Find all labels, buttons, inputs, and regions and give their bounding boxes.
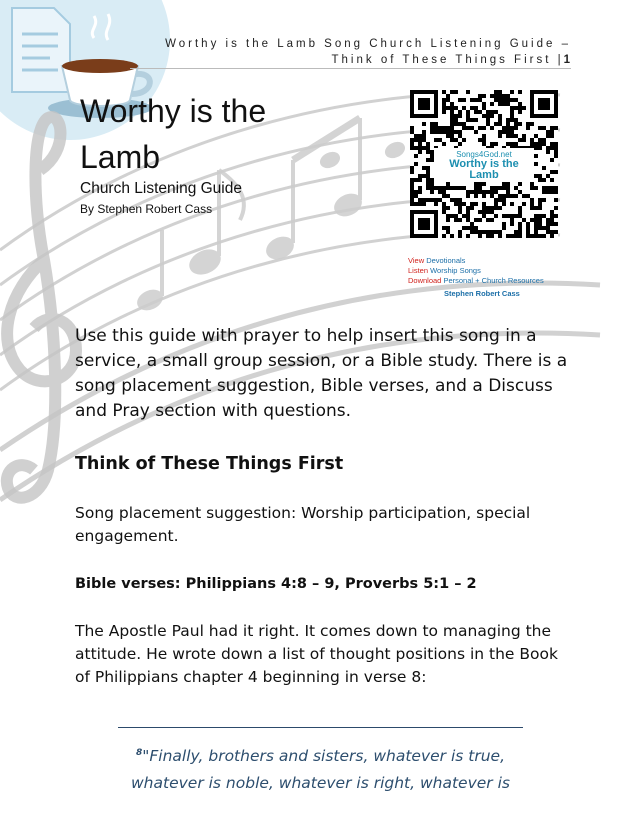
header-line-2	[165, 52, 571, 68]
links-byline: Stephen Robert Cass	[444, 289, 520, 298]
link-devotionals[interactable]: View Devotionals	[408, 256, 466, 265]
qr-finder-core	[418, 218, 430, 230]
resource-links	[408, 256, 544, 299]
quote-divider	[118, 727, 523, 728]
header-subtitle: Think of These Things First |	[331, 54, 564, 66]
intro-paragraph: Use this guide with prayer to help insert this song in a service, a small group session, or a Bible study. There is a song placement suggestion, Bible verses, and a Discuss and Pray section with questions.	[75, 326, 568, 421]
bible-verses-reference: Bible verses: Philippians 4:8 – 9, Proverbs 5:1 – 2	[75, 576, 477, 592]
quote-text: "Finally, brothers and sisters, whatever is true, whatever is noble, whatever is right, whatever is	[131, 747, 510, 793]
document-icon	[12, 8, 70, 92]
guide-subtitle: Church Listening Guide	[80, 180, 242, 197]
qr-center-badge	[434, 148, 534, 182]
link-resources[interactable]: Download Personal + Church Resources	[408, 276, 544, 285]
link-worship-songs[interactable]: Listen Worship Songs	[408, 266, 481, 275]
qr-song-label: Worthy is the Lamb	[449, 158, 519, 181]
scripture-quote	[118, 740, 523, 797]
page-header	[165, 36, 571, 68]
verse-number: 8	[135, 748, 143, 758]
qr-finder-core	[538, 98, 550, 110]
header-divider	[130, 68, 571, 69]
author-byline: By Stephen Robert Cass	[80, 202, 213, 216]
page-title: Worthy is the Lamb	[80, 93, 267, 175]
qr-finder-core	[418, 98, 430, 110]
header-line-1: Worthy is the Lamb Song Church Listening Guide –	[165, 38, 571, 50]
qr-site-label: Songs4God.net	[456, 150, 512, 159]
qr-code[interactable]	[410, 90, 558, 238]
paul-paragraph: The Apostle Paul had it right. It comes down to managing the attitude. He wrote down a list of thought positions in the Book of Philippians chapter 4 beginning in verse 8:	[75, 622, 558, 686]
section-heading: Think of These Things First	[75, 454, 344, 474]
placement-paragraph: Song placement suggestion: Worship participation, special engagement.	[75, 504, 531, 545]
page-number: 1	[563, 54, 571, 66]
